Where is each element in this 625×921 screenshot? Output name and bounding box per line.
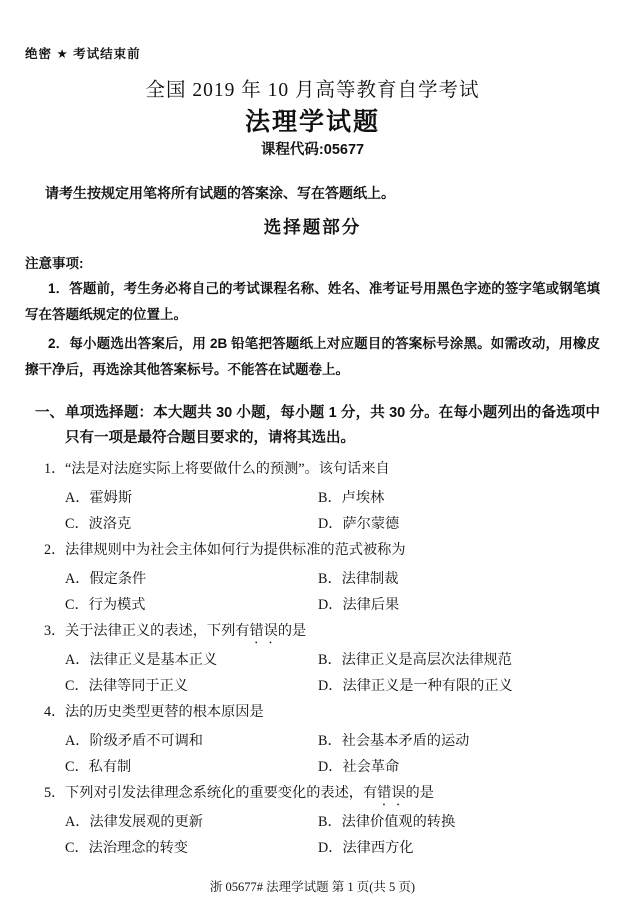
option-text: 社会革命 <box>342 759 400 775</box>
option-label: D． <box>318 678 343 694</box>
option-text: 社会基本矛盾的运动 <box>341 733 470 749</box>
question-stem-tail: 的是 <box>277 623 307 639</box>
option-label: B． <box>318 490 342 506</box>
option-text: 波洛克 <box>88 516 132 532</box>
option-text: 法律西方化 <box>342 840 414 856</box>
option-label: A． <box>65 490 90 506</box>
option-label: D． <box>318 597 343 613</box>
exam-title: 全国 2019 年 10 月高等教育自学考试 <box>145 80 480 101</box>
answer-sheet-instruction: 请考生按规定用笔将所有试题的答案涂、写在答题纸上。 <box>45 185 395 201</box>
option-a <box>65 647 318 673</box>
option-row <box>25 673 600 699</box>
option-label: C． <box>65 597 89 613</box>
question <box>25 699 600 780</box>
option-d <box>318 673 600 699</box>
question-list <box>25 456 600 861</box>
option-label: B． <box>318 652 342 668</box>
option-text: 法律后果 <box>342 597 400 613</box>
question-text <box>25 537 600 566</box>
option-text: 阶级矛盾不可调和 <box>89 733 203 749</box>
option-row <box>25 835 600 861</box>
option-c <box>65 754 318 780</box>
part-numeral: 一、 <box>35 405 64 421</box>
option-text: 法律价值观的转换 <box>341 814 456 830</box>
question-number: 2． <box>44 542 66 558</box>
question-number: 5． <box>44 785 66 801</box>
option-text: 法律等同于正义 <box>88 678 188 694</box>
option-row <box>25 647 600 673</box>
question-text <box>25 618 600 647</box>
option-row <box>25 754 600 780</box>
question-stem: 关于法律正义的表述，下列有 <box>65 623 250 639</box>
option-text: 霍姆斯 <box>89 490 133 506</box>
option-label: D． <box>318 759 343 775</box>
course-code: 课程代码:05677 <box>260 142 365 158</box>
section-title: 选择题部分 <box>263 217 362 237</box>
option-a <box>65 485 318 511</box>
question <box>25 456 600 537</box>
notes-heading: 注意事项: <box>25 256 84 271</box>
option-label: D． <box>318 516 343 532</box>
option-label: A． <box>65 571 90 587</box>
option-b <box>318 566 600 592</box>
paper-title: 法理学试题 <box>244 108 380 136</box>
emphasis-text: 错误 <box>249 623 278 639</box>
option-b <box>318 485 600 511</box>
option-text: 法律制裁 <box>341 571 399 587</box>
question <box>25 537 600 618</box>
option-row <box>25 728 600 754</box>
option-a <box>65 728 318 754</box>
page-footer: 浙 05677# 法理学试题 第 1 页(共 5 页) <box>209 880 416 894</box>
option-text: 法律正义是高层次法律规范 <box>341 652 512 668</box>
option-label: C． <box>65 759 89 775</box>
option-label: C． <box>65 840 89 856</box>
option-d <box>318 835 600 861</box>
option-b <box>318 809 600 835</box>
question <box>25 780 600 861</box>
question-stem: “法是对法庭实际上将要做什么的预测”。该句话来自 <box>65 461 390 477</box>
option-label: A． <box>65 814 90 830</box>
option-c <box>65 592 318 618</box>
option-b <box>318 647 600 673</box>
option-d <box>318 511 600 537</box>
note-item: 1．答题前，考生务必将自己的考试课程名称、姓名、准考证号用黑色字迹的签字笔或钢笔填写在答题纸规定的位置上。 <box>25 281 600 322</box>
part-heading-text: 单项选择题：本大题共 30 小题，每小题 1 分，共 30 分。在每小题列出的备选项中只有一项是最符合题目要求的，请将其选出。 <box>65 405 600 446</box>
option-text: 法律正义是基本正义 <box>89 652 218 668</box>
question-stem: 法的历史类型更替的根本原因是 <box>65 704 264 720</box>
option-d <box>318 592 600 618</box>
emphasis-text: 错误 <box>377 785 406 801</box>
option-text: 法律正义是一种有限的正义 <box>342 678 513 694</box>
option-label: B． <box>318 571 342 587</box>
option-b <box>318 728 600 754</box>
option-label: D． <box>318 840 343 856</box>
option-label: A． <box>65 733 90 749</box>
question-text <box>25 780 600 809</box>
question <box>25 618 600 699</box>
option-d <box>318 754 600 780</box>
part-one-heading <box>25 401 600 451</box>
option-text: 卢埃林 <box>341 490 385 506</box>
option-text: 法律发展观的更新 <box>89 814 203 830</box>
option-label: C． <box>65 678 89 694</box>
question-text <box>25 456 600 485</box>
question-number: 4． <box>44 704 66 720</box>
option-row <box>25 485 600 511</box>
question-text <box>25 699 600 728</box>
option-a <box>65 566 318 592</box>
question-number: 3． <box>44 623 66 639</box>
option-c <box>65 673 318 699</box>
option-text: 法治理念的转变 <box>88 840 188 856</box>
option-row <box>25 566 600 592</box>
option-label: A． <box>65 652 90 668</box>
option-text: 萨尔蒙德 <box>342 516 400 532</box>
question-number: 1． <box>44 461 66 477</box>
option-label: B． <box>318 814 342 830</box>
option-a <box>65 809 318 835</box>
option-text: 假定条件 <box>89 571 147 587</box>
option-c <box>65 511 318 537</box>
option-text: 行为模式 <box>88 597 146 613</box>
question-stem: 下列对引发法律理念系统化的重要变化的表述，有 <box>65 785 378 801</box>
question-stem: 法律规则中为社会主体如何行为提供标准的范式被称为 <box>65 542 406 558</box>
note-item: 2．每小题选出答案后，用 2B 铅笔把答题纸上对应题目的答案标号涂黑。如需改动，用橡皮擦干净后，再选涂其他答案标号。不能答在试题卷上。 <box>25 336 600 377</box>
classification-label: 绝密 ★ 考试结束前 <box>25 47 141 61</box>
option-label: C． <box>65 516 89 532</box>
option-label: B． <box>318 733 342 749</box>
option-text: 私有制 <box>88 759 132 775</box>
option-row <box>25 809 600 835</box>
option-row <box>25 511 600 537</box>
option-row <box>25 592 600 618</box>
question-stem-tail: 的是 <box>405 785 434 801</box>
option-c <box>65 835 318 861</box>
